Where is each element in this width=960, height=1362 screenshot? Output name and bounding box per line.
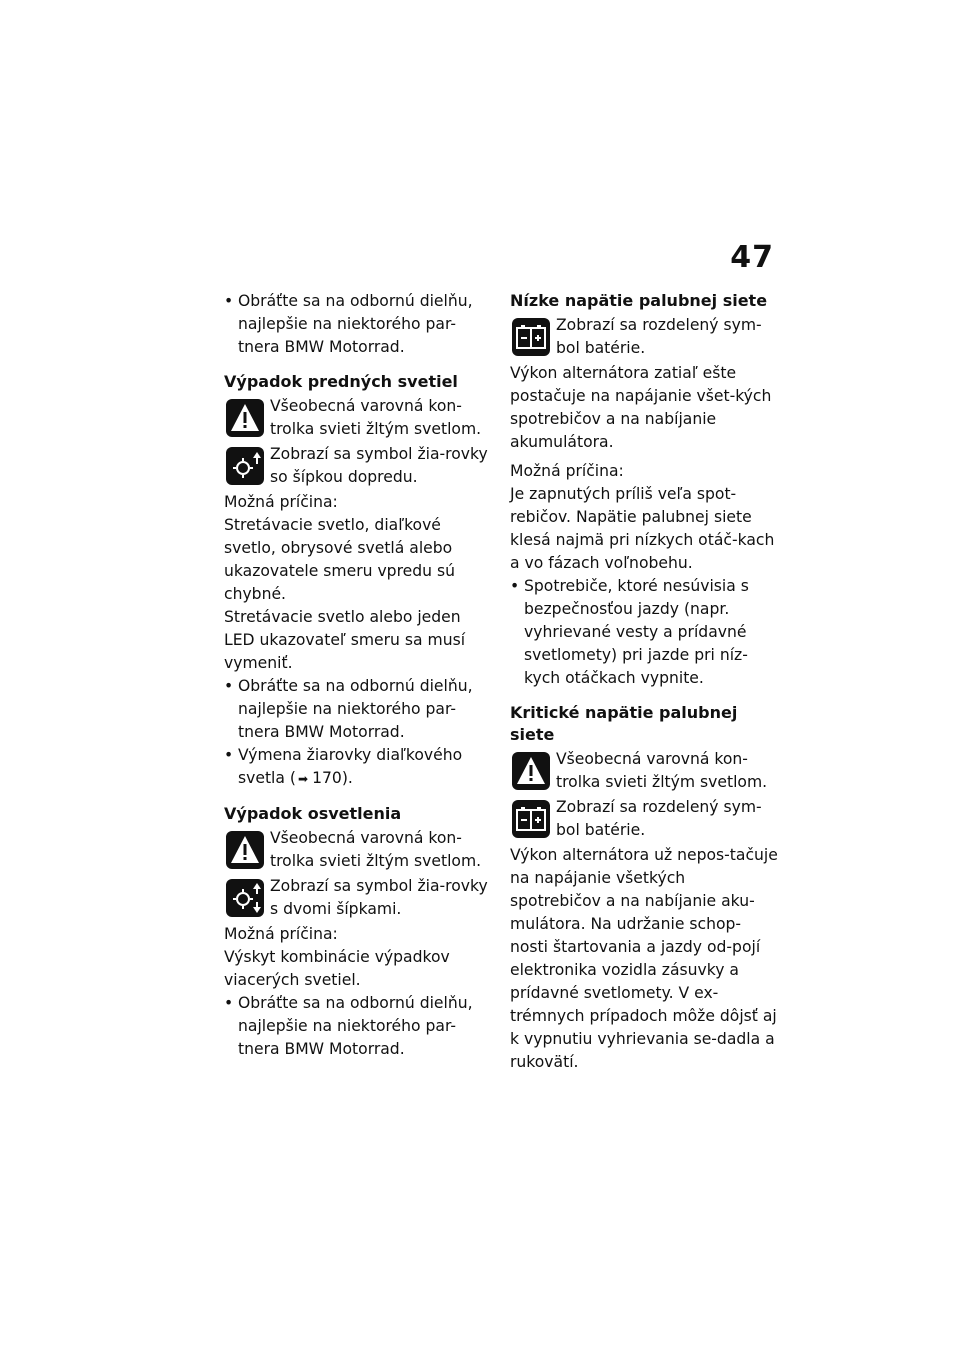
warning-row	[224, 827, 492, 875]
page-reference[interactable]: 170	[312, 769, 342, 787]
cause-label: Možná príčina:	[224, 925, 338, 943]
list-item: • Obráťte sa na odbornú dielňu, najlepšie na niektorého par-tnera BMW Motorrad.	[224, 675, 492, 744]
reference-arrow-icon: ➡	[298, 772, 309, 786]
warning-row	[510, 748, 778, 796]
battery-text: Zobrazí sa rozdelený sym-bol batérie.	[556, 798, 762, 839]
battery-row	[510, 314, 778, 362]
warning-triangle-icon	[512, 752, 550, 790]
bullet-text: Výmena žiarovky diaľkového svetla (	[238, 746, 463, 787]
note-text: Stretávacie svetlo alebo jeden LED ukazovateľ smeru sa musí vymeniť.	[224, 608, 466, 672]
lamp-row	[224, 443, 492, 491]
split-battery-icon	[512, 800, 550, 838]
list-item	[224, 744, 492, 791]
list-item: • Spotrebiče, ktoré nesúvisia s bezpečnosťou jazdy (napr. vyhrievané vesty a prídavné svetlomety) pri jazde pri níz-kych otáčkach vypnite.	[510, 575, 778, 690]
lamp-row	[224, 875, 492, 923]
bullet-text-end: ).	[341, 769, 353, 787]
section-title: Výpadok predných svetiel	[224, 372, 458, 391]
cause-label: Možná príčina:	[224, 493, 338, 511]
warning-triangle-icon	[226, 399, 264, 437]
bulb-two-arrows-icon	[226, 879, 264, 917]
right-column	[510, 290, 778, 1074]
list-item: • Obráťte sa na odbornú dielňu, najlepšie na niektorého par-tnera BMW Motorrad.	[224, 290, 492, 359]
cause-text: Stretávacie svetlo, diaľkové svetlo, obrysové svetlá alebo ukazovatele smeru vpredu sú chybné.	[224, 516, 455, 603]
warning-text: Všeobecná varovná kon-trolka svieti žltým svetlom.	[270, 397, 482, 438]
section-title: Výpadok osvetlenia	[224, 804, 402, 823]
warning-triangle-icon	[226, 831, 264, 869]
left-column	[224, 290, 492, 1061]
warning-row	[224, 395, 492, 443]
battery-text: Zobrazí sa rozdelený sym-bol batérie.	[556, 316, 762, 357]
section-title: Kritické napätie palubnej siete	[510, 703, 738, 744]
bulb-arrow-forward-icon	[226, 447, 264, 485]
page-number: 47	[730, 240, 774, 275]
list-item: • Obráťte sa na odbornú dielňu, najlepšie na niektorého par-tnera BMW Motorrad.	[224, 992, 492, 1061]
lamp-text: Zobrazí sa symbol žia-rovky s dvomi šípkami.	[270, 877, 488, 918]
cause-text: Výskyt kombinácie výpadkov viacerých svetiel.	[224, 948, 450, 989]
body-text: Výkon alternátora zatiaľ ešte postačuje na napájanie všet-kých spotrebičov a na nabíjanie akumulátora.	[510, 364, 772, 451]
cause-text: Je zapnutých príliš veľa spot-rebičov. Napätie palubnej siete klesá najmä pri nízkych otáč-kach a vo fázach voľnobehu.	[510, 485, 775, 572]
warning-text: Všeobecná varovná kon-trolka svieti žltým svetlom.	[270, 829, 482, 870]
battery-row	[510, 796, 778, 844]
section-title: Nízke napätie palubnej siete	[510, 291, 768, 310]
cause-label: Možná príčina:	[510, 462, 624, 480]
split-battery-icon	[512, 318, 550, 356]
body-text: Výkon alternátora už nepos-tačuje na napájanie všetkých spotrebičov a na nabíjanie aku-mulátora. Na udržanie schop-nosti štartovania a jazdy od-pojí elektronika vozidla zásuvky a prídavné svetlomety. V ex-trémnych prípadoch môže dôjsť aj k vypnutiu vyhrievania se-dadla a rukovätí.	[510, 846, 778, 1071]
warning-text: Všeobecná varovná kon-trolka svieti žltým svetlom.	[556, 750, 768, 791]
lamp-text: Zobrazí sa symbol žia-rovky so šípkou dopredu.	[270, 445, 488, 486]
